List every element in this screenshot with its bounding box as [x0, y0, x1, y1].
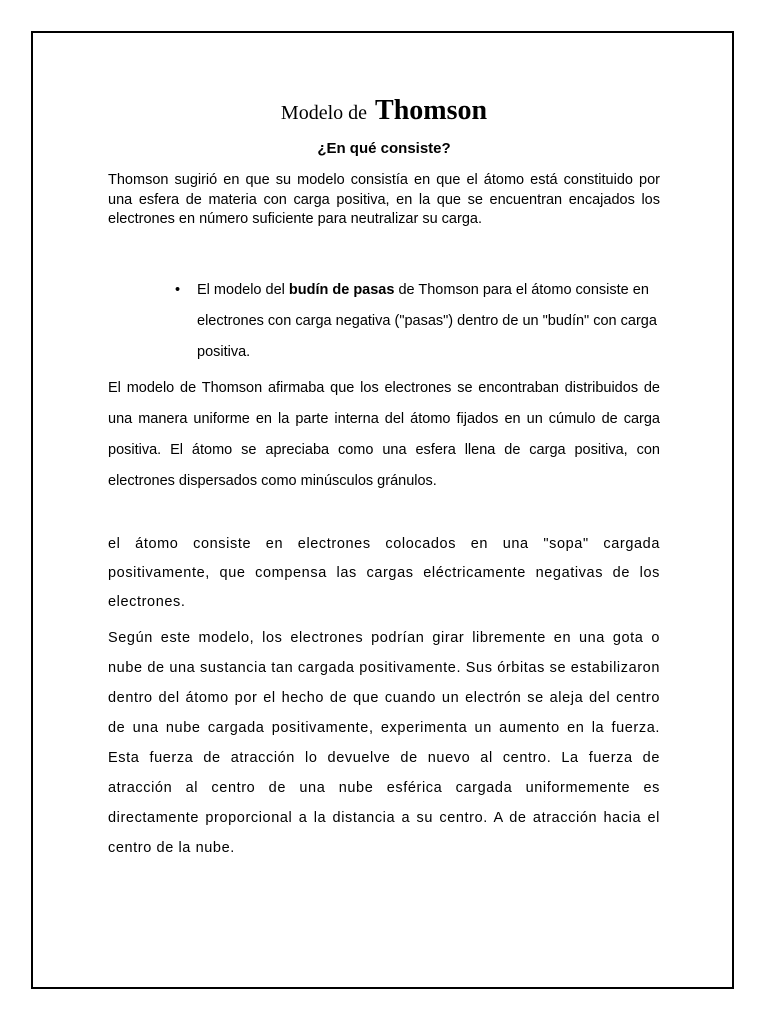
bullet-list — [173, 275, 661, 368]
subtitle: ¿En qué consiste? — [317, 140, 451, 157]
bullet-marker: • — [175, 282, 181, 298]
bullet-bold-term: budín de pasas — [288, 282, 395, 298]
title-main: Thomson — [375, 95, 488, 126]
title-prefix: Modelo de — [280, 102, 368, 124]
orbit-paragraph: Según este modelo, los electrones podrían girar libremente en una gota o nube de una sustancia tan cargada positivamente. Sus órbitas se estabilizaron dentro del átomo por el hecho de que cuando un electrón se aleja del centro de una nube cargada positivamente, experimenta un aumento en la fuerza. Esta fuerza de atracción lo devuelve de nuevo al centro. La fuerza de atracción al centro de una nube esférica cargada uniformemente es directamente proporcional a la distancia a su centro. A de atracción hacia el centro de la nube. — [108, 630, 660, 856]
page-title — [0, 91, 768, 130]
distribution-paragraph: El modelo de Thomson afirmaba que los electrones se encontraban distribuidos de una manera uniforme en la parte interna del átomo fijados en un cúmulo de carga positiva. El átomo se apreciaba como una esfera llena de carga positiva, con electrones dispersados como minúsculos gránulos. — [108, 380, 660, 489]
list-item — [173, 275, 661, 368]
intro-paragraph: Thomson sugirió en que su modelo consistía en que el átomo está constituido por una esfera de materia con carga positiva, en la que se encuentran encajados los electrones en número suficiente para neutralizar su carga. — [108, 172, 660, 227]
soup-paragraph: el átomo consiste en electrones colocados en una "sopa" cargada positivamente, que compensa las cargas eléctricamente negativas de los electrones. — [108, 536, 660, 610]
bullet-text-end: de Thomson para el átomo consiste en electrones con carga negativa ("pasas") dentro de un "budín" con carga positiva. — [197, 282, 657, 360]
bullet-text-start: El modelo del — [197, 282, 289, 298]
